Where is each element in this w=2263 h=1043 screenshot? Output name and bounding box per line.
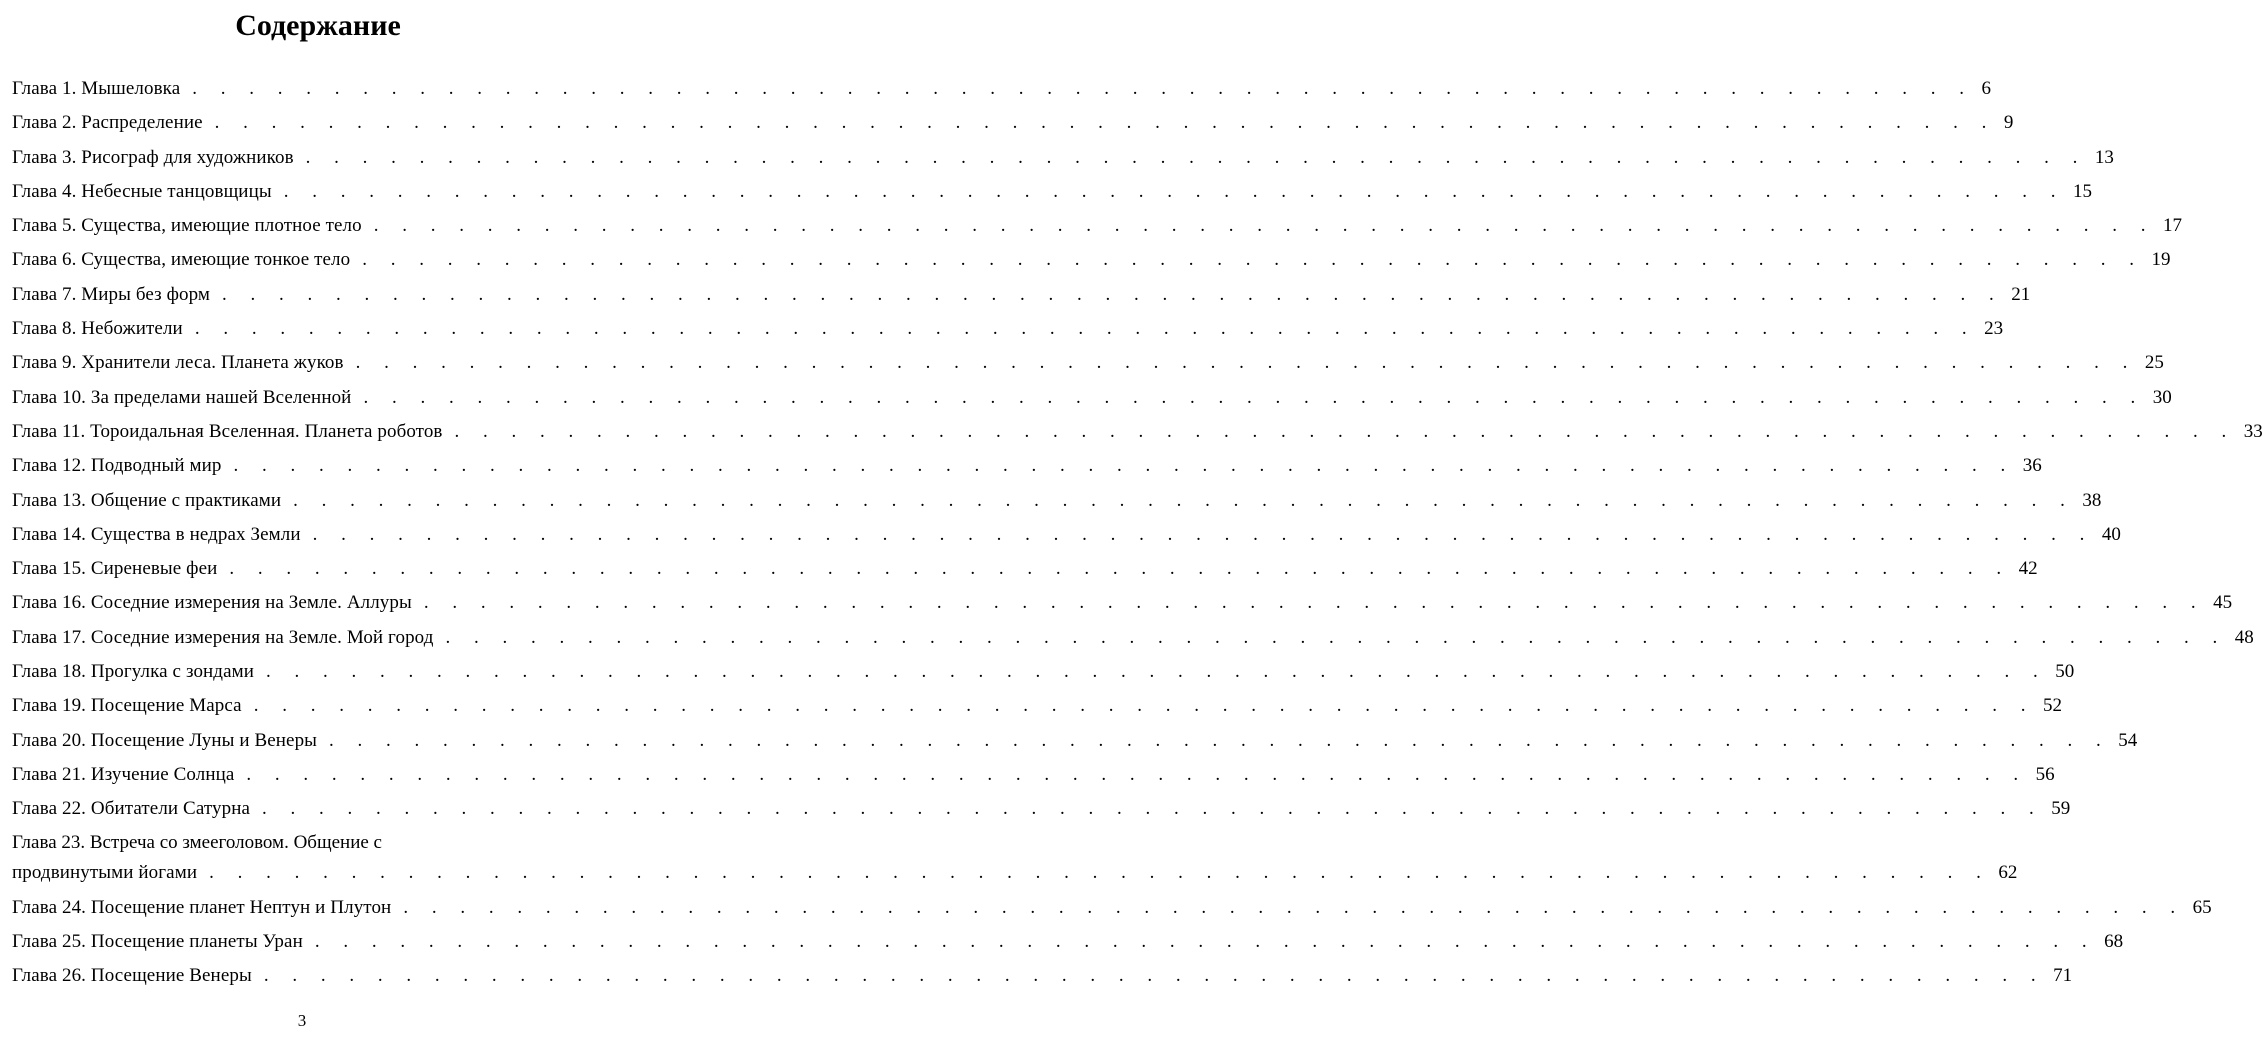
toc-entry-page: 21: [2011, 283, 2031, 305]
toc-entry: [12, 655, 2075, 689]
dot-leader: . . . . . . . . . . . . . . . . . . . . . . . . . . . . . . . . . . . . . . . . . . . . . . . . . . . . . . . . . . . . . . .: [355, 352, 2137, 374]
dot-leader: . . . . . . . . . . . . . . . . . . . . . . . . . . . . . . . . . . . . . . . . . . . . . . . . . . . . . . . . . . . . . . .: [305, 146, 2087, 168]
toc-entry: [12, 484, 2102, 518]
toc-entry-title: Глава 20. Посещение Луны и Венеры: [12, 729, 318, 751]
dot-leader: . . . . . . . . . . . . . . . . . . . . . . . . . . . . . . . . . . . . . . . . . . . . . . . . . . . . . . . . . . . . . . .: [222, 283, 2004, 305]
toc-entry-title: Глава 7. Миры без форм: [12, 283, 211, 305]
toc-entry-page: 23: [1984, 318, 2004, 340]
toc-entry: [12, 891, 2212, 925]
toc-entry-title: Глава 2. Распределение: [12, 112, 203, 134]
toc-entry-page: 19: [2151, 249, 2171, 271]
dot-leader: . . . . . . . . . . . . . . . . . . . . . . . . . . . . . . . . . . . . . . . . . . . . . . . . . . . . . . . . . . . . . . .: [363, 386, 2145, 408]
toc-entry: [12, 106, 2014, 140]
toc-entry: [12, 175, 2092, 209]
dot-leader: . . . . . . . . . . . . . . . . . . . . . . . . . . . . . . . . . . . . . . . . . . . . . . . . . . . . . . . . . . . . . . .: [209, 861, 1991, 883]
dot-leader: . . . . . . . . . . . . . . . . . . . . . . . . . . . . . . . . . . . . . . . . . . . . . . . . . . . . . . . . . . . . . . .: [214, 112, 1996, 134]
toc-entry-title: Глава 9. Хранители леса. Планета жуков: [12, 352, 344, 374]
toc-entry: [12, 959, 2073, 993]
toc-entry-page: 68: [2104, 930, 2124, 952]
toc-entry-title: Глава 23. Встреча со змееголовом. Общение с: [12, 831, 382, 853]
dot-leader: . . . . . . . . . . . . . . . . . . . . . . . . . . . . . . . . . . . . . . . . . . . . . . . . . . . . . . . . . . . . . . .: [229, 558, 2011, 580]
dot-leader: . . . . . . . . . . . . . . . . . . . . . . . . . . . . . . . . . . . . . . . . . . . . . . . . . . . . . . . . . . . . . . .: [329, 729, 2111, 751]
dot-leader: . . . . . . . . . . . . . . . . . . . . . . . . . . . . . . . . . . . . . . . . . . . . . . . . . . . . . . . . . . . . . . .: [373, 215, 2155, 237]
table-of-contents: [12, 72, 2263, 993]
toc-entry-page: 30: [2152, 386, 2172, 408]
toc-entry-page: 50: [2055, 661, 2075, 683]
toc-entry: [12, 827, 2018, 891]
dot-leader: . . . . . . . . . . . . . . . . . . . . . . . . . . . . . . . . . . . . . . . . . . . . . . . . . . . . . . . . . . . . . . .: [445, 626, 2227, 648]
dot-leader: . . . . . . . . . . . . . . . . . . . . . . . . . . . . . . . . . . . . . . . . . . . . . . . . . . . . . . . . . . . . . . .: [423, 592, 2206, 614]
toc-entry-page: 15: [2072, 180, 2092, 202]
toc-entry-title: Глава 8. Небожители: [12, 318, 183, 340]
toc-entry: [12, 586, 2233, 620]
dot-leader: . . . . . . . . . . . . . . . . . . . . . . . . . . . . . . . . . . . . . . . . . . . . . . . . . . . . . . . . . . . . . . .: [293, 489, 2075, 511]
toc-entry-page: 54: [2118, 729, 2138, 751]
page-number: 3: [297, 1011, 307, 1030]
toc-entry-title: Глава 6. Существа, имеющие тонкое тело: [12, 249, 351, 271]
toc-entry-title: Глава 13. Общение с практиками: [12, 489, 282, 511]
toc-entry-title: Глава 17. Соседние измерения на Земле. Мой город: [12, 626, 434, 648]
toc-entry-title: Глава 12. Подводный мир: [12, 455, 222, 477]
toc-entry-title: Глава 15. Сиреневые феи: [12, 558, 218, 580]
dot-leader: . . . . . . . . . . . . . . . . . . . . . . . . . . . . . . . . . . . . . . . . . . . . . . . . . . . . . . . . . . . . . . .: [312, 523, 2094, 545]
toc-entry-page: 9: [2003, 112, 2014, 134]
dot-leader: . . . . . . . . . . . . . . . . . . . . . . . . . . . . . . . . . . . . . . . . . . . . . . . . . . . . . . . . . . . . . . .: [314, 930, 2097, 952]
toc-entry-title: Глава 3. Рисограф для художников: [12, 146, 294, 168]
toc-entry: [12, 621, 2254, 655]
toc-entry: [12, 689, 2062, 723]
toc-entry-title: Глава 24. Посещение планет Нептун и Плутон: [12, 896, 392, 918]
dot-leader: . . . . . . . . . . . . . . . . . . . . . . . . . . . . . . . . . . . . . . . . . . . . . . . . . . . . . . . . . . . . . . .: [362, 249, 2144, 271]
toc-entry: [12, 792, 2071, 826]
dot-leader: . . . . . . . . . . . . . . . . . . . . . . . . . . . . . . . . . . . . . . . . . . . . . . . . . . . . . . . . . . . . . . .: [233, 455, 2015, 477]
toc-entry-title: Глава 1. Мышеловка: [12, 78, 181, 99]
dot-leader: . . . . . . . . . . . . . . . . . . . . . . . . . . . . . . . . . . . . . . . . . . . . . . . . . . . . . . . . . . . . . . .: [253, 695, 2035, 717]
toc-entry: [12, 552, 2038, 586]
dot-leader: . . . . . . . . . . . . . . . . . . . . . . . . . . . . . . . . . . . . . . . . . . . . . . . . . . . . . . . . . . . . . . .: [262, 798, 2044, 820]
toc-entry: [12, 449, 2042, 483]
dot-leader: . . . . . . . . . . . . . . . . . . . . . . . . . . . . . . . . . . . . . . . . . . . . . . . . . . . . . . . . . . . . . . .: [192, 78, 1974, 99]
toc-entry-title: Глава 26. Посещение Венеры: [12, 965, 252, 987]
toc-entry-page: 25: [2144, 352, 2164, 374]
toc-entry: [12, 724, 2138, 758]
toc-entry-title: Глава 10. За пределами нашей Вселенной: [12, 386, 352, 408]
toc-entry-page: 6: [1981, 78, 1991, 99]
toc-entry: [12, 518, 2121, 552]
toc-entry-page: 13: [2094, 146, 2114, 168]
toc-entry: [12, 415, 2263, 449]
toc-entry: [12, 141, 2114, 175]
toc-entry-title: Глава 22. Обитатели Сатурна: [12, 798, 251, 820]
dot-leader: . . . . . . . . . . . . . . . . . . . . . . . . . . . . . . . . . . . . . . . . . . . . . . . . . . . . . . . . . . . . . . .: [283, 180, 2065, 202]
dot-leader: . . . . . . . . . . . . . . . . . . . . . . . . . . . . . . . . . . . . . . . . . . . . . . . . . . . . . . . . . . . . . . .: [403, 896, 2185, 918]
toc-entry-page: 48: [2234, 626, 2254, 648]
toc-entry-title: Глава 18. Прогулка с зондами: [12, 661, 254, 683]
toc-entry-title: Глава 19. Посещение Марса: [12, 695, 242, 717]
toc-entry-page: 36: [2022, 455, 2042, 477]
toc-entry-page: 45: [2213, 592, 2233, 614]
toc-entry-page: 52: [2042, 695, 2062, 717]
toc-entry-page: 42: [2018, 558, 2038, 580]
toc-entry: [12, 209, 2182, 243]
toc-entry-title: Глава 11. Тороидальная Вселенная. Планета роботов: [12, 420, 443, 442]
toc-entry-title: Глава 4. Небесные танцовщицы: [12, 180, 272, 202]
toc-entry-page: 62: [1998, 861, 2018, 883]
toc-entry-title: Глава 25. Посещение планеты Уран: [12, 930, 303, 952]
toc-entry: [12, 758, 2055, 792]
toc-entry: [12, 312, 2004, 346]
toc-entry-title: Глава 14. Существа в недрах Земли: [12, 523, 301, 545]
dot-leader: . . . . . . . . . . . . . . . . . . . . . . . . . . . . . . . . . . . . . . . . . . . . . . . . . . . . . . . . . . . . . . .: [266, 661, 2048, 683]
toc-entry: [12, 243, 2171, 277]
toc-entry: [12, 278, 2031, 312]
toc-entry: [12, 72, 1991, 106]
toc-entry-page: 38: [2082, 489, 2102, 511]
dot-leader: . . . . . . . . . . . . . . . . . . . . . . . . . . . . . . . . . . . . . . . . . . . . . . . . . . . . . . . . . . . . . . .: [454, 420, 2236, 442]
toc-entry: [12, 925, 2124, 959]
toc-entry-title: Глава 16. Соседние измерения на Земле. Аллуры: [12, 592, 412, 614]
dot-leader: . . . . . . . . . . . . . . . . . . . . . . . . . . . . . . . . . . . . . . . . . . . . . . . . . . . . . . . . . . . . . . .: [263, 965, 2046, 987]
toc-entry-page: 17: [2162, 215, 2182, 237]
toc-entry: [12, 346, 2164, 380]
dot-leader: . . . . . . . . . . . . . . . . . . . . . . . . . . . . . . . . . . . . . . . . . . . . . . . . . . . . . . . . . . . . . . .: [194, 318, 1977, 340]
toc-entry-title: Глава 5. Существа, имеющие плотное тело: [12, 215, 362, 237]
toc-entry: [12, 381, 2172, 415]
toc-entry-page: 71: [2053, 965, 2073, 987]
toc-entry-title: Глава 21. Изучение Солнца: [12, 763, 235, 785]
toc-entry-page: 33: [2243, 420, 2263, 442]
toc-entry-page: 65: [2192, 896, 2212, 918]
page-title: Содержание: [235, 9, 401, 42]
toc-entry-page: 59: [2051, 798, 2071, 820]
toc-entry-page: 40: [2101, 523, 2121, 545]
toc-entry-page: 56: [2035, 763, 2055, 785]
toc-entry-title-continuation: продвинутыми йогами: [12, 861, 198, 883]
dot-leader: . . . . . . . . . . . . . . . . . . . . . . . . . . . . . . . . . . . . . . . . . . . . . . . . . . . . . . . . . . . . . . .: [246, 763, 2028, 785]
